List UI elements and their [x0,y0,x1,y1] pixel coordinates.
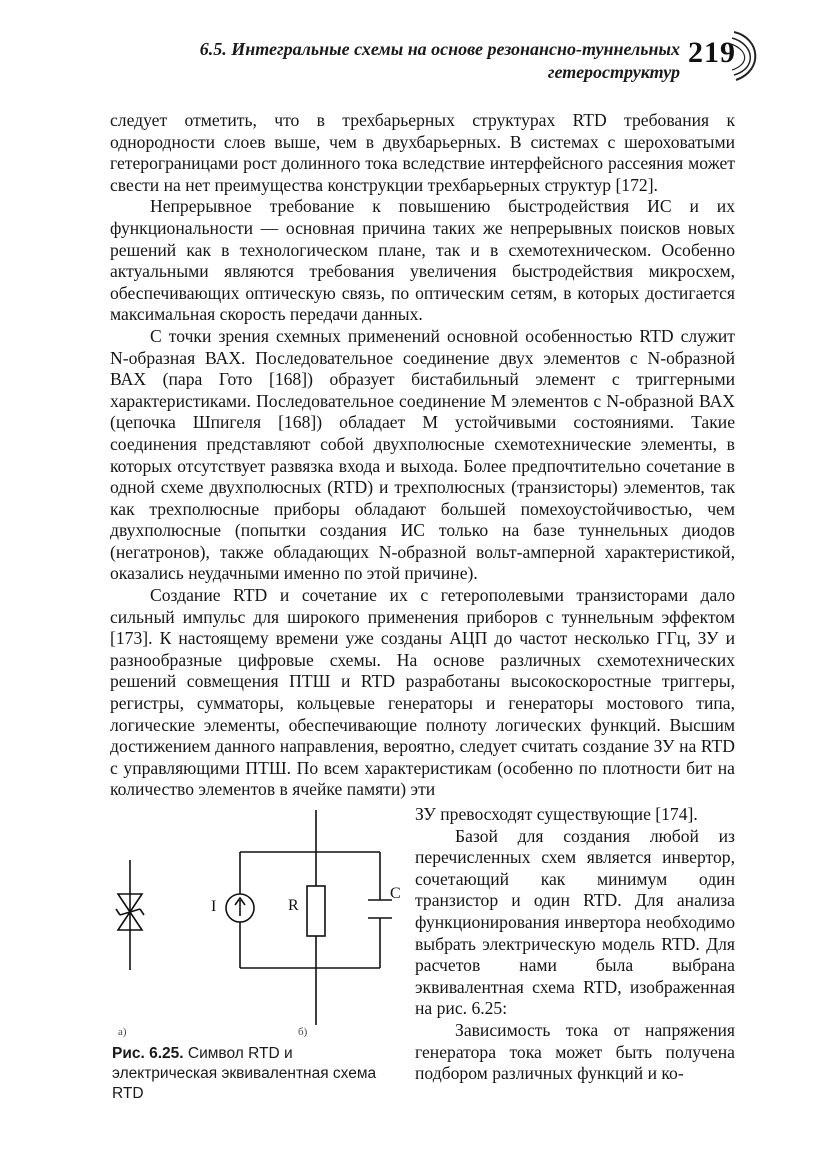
page-number: 219 [688,36,736,69]
caption-prefix: Рис. 6.25. [112,1045,184,1062]
side-paragraph-2: Базой для создания любой из перечисленных схем является инвертор, сочетающий как минимум один транзистор и один RTD. Для анализа функционирования инвертора необходимо выбрать электрическую модель RTD. Для расчетов нами была выбрана эквивалентная схема RTD, изображенная на рис. 6.25: [415,825,735,1019]
running-header [150,38,680,84]
paragraph-1: следует отметить, что в трехбарьерных структурах RTD требования к однородности слоев выше, чем в двухбарьерных. В системах с шероховатыми гетерограницами рост долинного тока вследствие интерфейсного рассеяния может свести на нет преимущества конструкции трехбарьерных структур [172]. [110,110,735,195]
label-resistor: R [288,897,299,914]
side-paragraph-3: Зависимость тока от напряжения генератора тока может быть получена подбором различных функций и ко- [415,1019,735,1084]
paragraph-3: С точки зрения схемных применений основной особенностью RTD служит N-образная ВАХ. Последовательное соединение двух элементов с N-образной ВАХ (пара Гото [168]) образует бистабильный элемент с триггерными характеристиками. Последовательное соединение М элементов с N-образной ВАХ (цепочка Шпигеля [168]) обладает М устойчивыми состояниями. Такие соединения представляют собой двухполюсные схемотехнические элементы, в которых отсутствует развязка входа и выхода. Более предпочтительно сочетание в одной схеме двухполюсных (RTD) и трехполюсных (транзисторы) элементов, так как трехполюсные приборы обладают большей помехоустойчивостью, чем двухполюсные (попытки создания ИС только на базе туннельных диодов (негатронов), также обладающих N-образной вольт-амперной характеристикой, оказались неудачными именно по этой причине). [110,325,735,584]
header-title-line1: 6.5. Интегральные схемы на основе резонансно-туннельных [199,39,680,59]
figure-caption [112,1044,402,1104]
header-title-line2: гетероструктур [547,62,680,82]
caption-text: Символ RTD и электрическая эквивалентная схема RTD [112,1045,377,1102]
label-current-source: I [211,898,217,915]
figure-rtd-circuit [108,810,408,1050]
equivalent-circuit [226,810,392,1025]
label-capacitor: C [390,885,401,902]
paragraph-2: Непрерывное требование к повышению быстродействия ИС и их функциональности — основная причина таких же непрерывных поисков новых решений как в технологическом плане, так и в схемотехническом. Особенно актуальными являются требования увеличения быстродействия микросхем, обеспечивающих оптическую связь, по оптическим сетям, в которых достигается максимальная скорость передачи данных. [110,196,735,325]
main-text [110,110,735,801]
page-ornament-icon [730,30,764,82]
figure-label-b: б) [298,1026,308,1038]
rtd-symbol-icon [116,860,144,970]
paragraph-4: Создание RTD и сочетание их с гетерополевыми транзисторами дало сильный импульс для широкого применения приборов с туннельным эффектом [173]. К настоящему времени уже созданы АЦП до частот несколько ГГц, ЗУ и разнообразные цифровые схемы. На основе различных схемотехнических решений совмещения ПТШ и RTD разработаны высокоскоростные триггеры, регистры, сумматоры, кольцевые генераторы и генераторы мостового типа, логические элементы, обеспечивающие полноту логических функций. Высшим достижением данного направления, вероятно, следует считать создание ЗУ на RTD с управляющими ПТШ. По всем характеристикам (особенно по плотности бит на количество элементов в ячейке памяти) эти [110,585,735,800]
side-paragraph-1: ЗУ превосходят существующие [174]. [415,804,698,824]
side-text [415,804,735,1085]
figure-label-a: а) [118,1026,127,1038]
